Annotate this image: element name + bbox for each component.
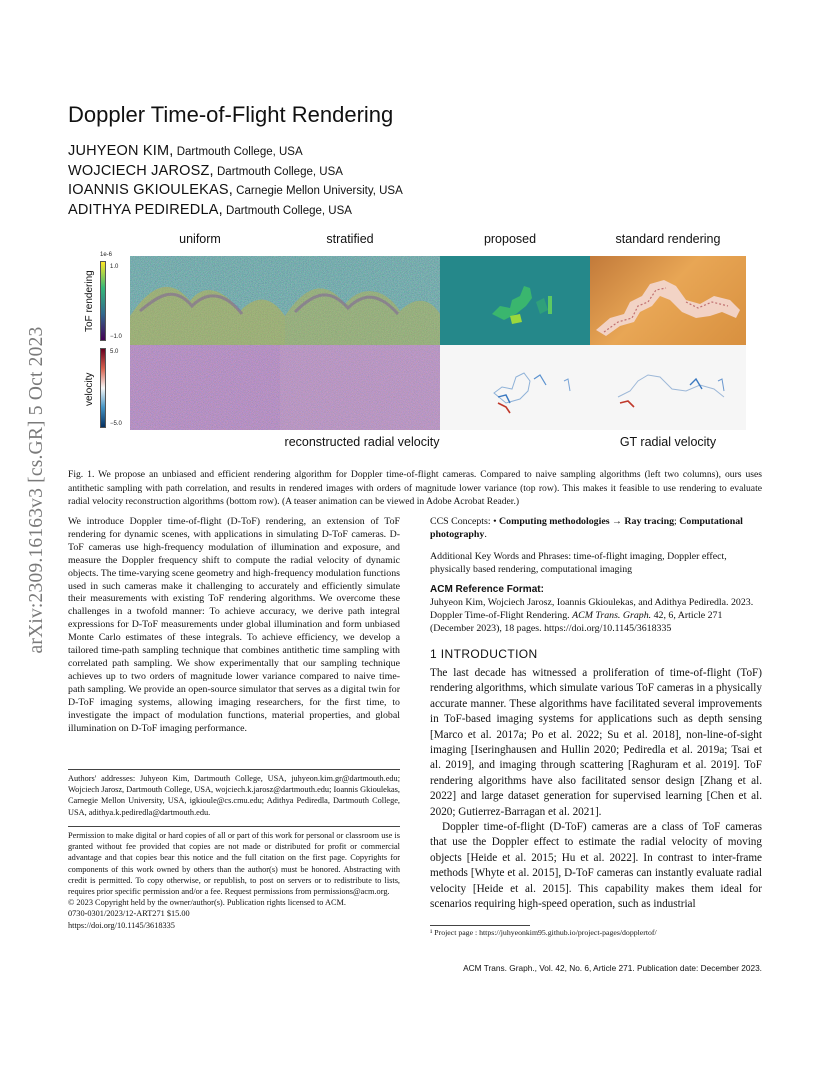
colorbar-top-max: 1.0 (110, 264, 119, 270)
arxiv-id: arXiv:2309.16163v3 [cs.GR] 5 Oct 2023 (26, 326, 47, 654)
introduction-text (430, 666, 762, 913)
permission-notice: Permission to make digital or hard copies of all or part of this work for personal or classroom use is granted without fee provided that copies are not made or distributed for profit or commercial advantage and that copies bear this notice and the full citation on the first page. Copyrights for components of this work owned by others than the author(s) must be honored. Abstracting with credit is permitted. To copy otherwise, or republish, to post on servers or to redistribute to lists, requires prior specific permission and/or a fee. Request permissions from permissions@acm.org. © 2023 Copyright held by the owner/author(s). Publication rights licensed to ACM. 0730-0301/2023/12-ART271 $15.00 https://doi.org/10.1145/3618335 (68, 831, 400, 930)
colorbar-bottom-max: 5.0 (110, 349, 119, 355)
tof-proposed-panel (440, 256, 590, 345)
velocity-gt-panel (590, 345, 746, 430)
standard-rendering-panel (590, 256, 746, 345)
bottom-label-reconstructed: reconstructed radial velocity (284, 435, 440, 449)
author-2: WOJCIECH JAROSZ, Dartmouth College, USA (68, 162, 343, 179)
author-addresses: Authors' addresses: Juhyeon Kim, Dartmouth College, USA, juhyeon.kim.gr@dartmouth.edu; Wojciech Jarosz, Dartmouth College, USA, wojciech.k.jarosz@dartmouth.edu; Ioannis Gkioulekas, Carnegie Mellon University, USA, igkioule@cs.cmu.edu; Adithya Pediredla, Dartmouth College, USA, adithya.k.pediredla@dartmouth.edu. (68, 774, 400, 817)
ccs-concepts: CCS Concepts: • Computing methodologies → Ray tracing; Computational photography. (430, 516, 743, 540)
figure-caption: Fig. 1. We propose an unbiased and efficient rendering algorithm for Doppler time-of-flight cameras. Compared to naive sampling algorithms (left two columns), ours uses antithetic sampling with path correlation, and results in rendered images with orders of magnitude lower variance (top row). This makes it feasible to use rendering to evaluate radial velocity reconstruction algorithms (bottom row). (A teaser animation can be viewed in Adobe Acrobat Reader.) (68, 469, 762, 507)
tof-colorbar (100, 261, 106, 341)
section-heading-introduction: 1 INTRODUCTION (430, 647, 538, 661)
footnote-divider (68, 769, 400, 770)
project-page-footnote: ¹ Project page : https://juhyeonkim95.github.io/project-pages/dopplertof/ (430, 928, 657, 937)
acm-reference: Juhyeon Kim, Wojciech Jarosz, Ioannis Gkioulekas, and Adithya Pediredla. 2023. Doppler Time-of-Flight Rendering. ACM Trans. Graph. 42, 6, Article 271 (December 2023), 18 pages. https://doi.org/10.1145/3618335 (430, 597, 754, 634)
colorbar-bottom-min: −5.0 (110, 421, 122, 427)
velocity-colorbar (100, 348, 106, 428)
colorbar-top-min: −1.0 (110, 334, 122, 340)
colorbar-exponent: 1e-6 (100, 252, 113, 258)
abstract: We introduce Doppler time-of-flight (D-ToF) rendering, an extension of ToF rendering for dynamic scenes, with applications in simulating D-ToF cameras. D-ToF cameras use high-frequency modulation of illumination and exposure, and measure the Doppler frequency shift to compute the radial velocity of dynamic objects. The time-varying scene geometry and high-frequency modulation functions used in such cameras make it challenging to accurately and efficiently simulate their measurements with existing ToF rendering algorithms. We overcome these challenges in a twofold manner: To achieve accuracy, we derive path integral expressions for D-ToF measurements under global illumination and form unbiased Monte Carlo estimates of these integrals. To achieve efficiency, we develop a tailored time-path sampling technique that combines antithetic time sampling with correlated path sampling. We show experimentally that our sampling technique achieves up to two orders of magnitude lower variance compared to naive time-path sampling. We provide an open-source simulator that serves as a digital twin for D-ToF imaging systems, allowing imaging researchers, for the first time, to investigate the impact of modulation functions, material properties, and global illumination on D-ToF imaging performance. (68, 516, 400, 734)
row-label-velocity: velocity (84, 372, 95, 406)
column-label-proposed: proposed (483, 232, 537, 246)
row-label-tof: ToF rendering (84, 270, 95, 332)
acm-reference-heading: ACM Reference Format: (430, 584, 544, 595)
intro-paragraph: The last decade has witnessed a proliferation of time-of-flight (ToF) rendering algorithms, which simulate various ToF cameras in a physically accurate manner. These algorithms have facilitated several improvements in ToF-based imaging systems for applications such as depth sensing [Marco et al. 2017a; Po et al. 2022; Su et al. 2018], non-line-of-sight imaging [Iseringhausen and Hullin 2020; Pediredla et al. 2019a; Tsai et al. 2019], and imaging through scattering [Raghuram et al. 2019]. ToF rendering algorithms have also facilitated sensor design [Zhang et al. 2022] and large dataset generation for supervised learning [Chen et al. 2020; Gutierrez-Barragan et al. 2021]. (430, 667, 762, 818)
author-1: JUHYEON KIM, Dartmouth College, USA (68, 143, 303, 159)
tof-noisy-panels (130, 256, 440, 345)
permission-divider (68, 826, 400, 827)
keywords: Additional Key Words and Phrases: time-of-flight imaging, Doppler effect, physically based rendering, computational imaging (430, 551, 727, 575)
project-footnote-divider (430, 925, 530, 926)
author-4: ADITHYA PEDIREDLA, Dartmouth College, USA (68, 201, 352, 218)
column-label-stratified: stratified (326, 232, 374, 246)
bottom-label-gt: GT radial velocity (619, 435, 717, 449)
velocity-noisy-panels (130, 345, 440, 430)
author-list (68, 140, 403, 218)
author-3: IOANNIS GKIOULEKAS, Carnegie Mellon University, USA (68, 182, 403, 198)
paper-title: Doppler Time-of-Flight Rendering (68, 102, 394, 127)
column-label-uniform: uniform (179, 232, 221, 246)
page-footer: ACM Trans. Graph., Vol. 42, No. 6, Article 271. Publication date: December 2023. (463, 963, 762, 973)
intro-paragraph: Doppler time-of-flight (D-ToF) cameras are a class of ToF cameras that use the Doppler effect to estimate the radial velocity of moving objects [Heide et al. 2015; Hu et al. 2022]. In contrast to inter-frame methods [Whyte et al. 2015], D-ToF cameras can instantly evaluate radial velocity [Heide et al. 2015]. This capability makes them ideal for scenarios requiring high-speed operation, such as industrial (430, 821, 762, 911)
velocity-proposed-panel (440, 345, 590, 430)
arxiv-stamp (22, 290, 52, 690)
column-label-standard-rendering: standard rendering (615, 232, 721, 246)
